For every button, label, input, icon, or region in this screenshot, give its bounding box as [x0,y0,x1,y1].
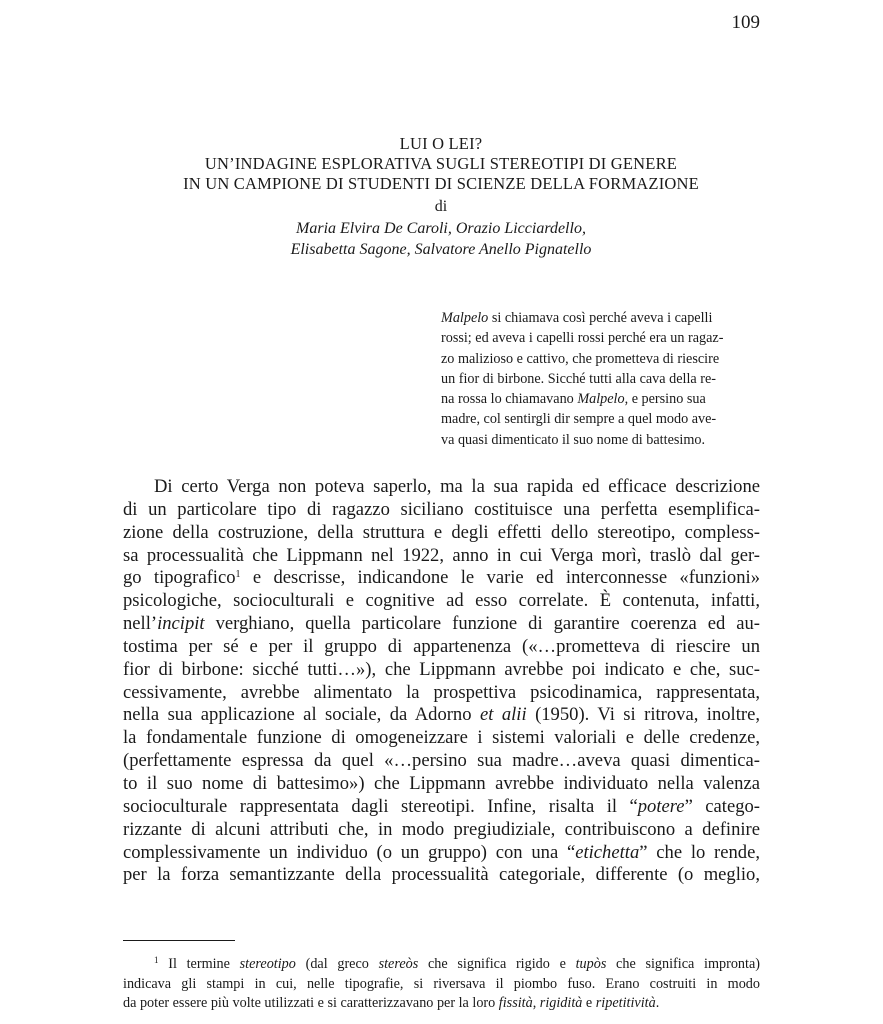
body-paragraph [123,476,760,887]
footnote-line: da poter essere più volte utilizzati e si caratterizzavano per la loro fissità, rigidità e ripetitività. [123,995,660,1011]
title-line-3: IN UN CAMPIONE DI STUDENTI DI SCIENZE DELLA FORMAZIONE [183,174,699,193]
body-line: psicologiche, socioculturali e cognitive ad esso correlate. È contenuta, infatti, [123,590,760,612]
body-line: rizzante di alcuni attributi che, in modo pregiudiziale, contribuiscono a definire [123,818,760,840]
body-line: di un particolare tipo di ragazzo siciliano costituisce una perfetta esemplifica- [123,498,760,520]
body-line: nella sua applicazione al sociale, da Adorno et alii (1950). Vi si ritrova, inoltre, [123,704,760,726]
epigraph-line: va quasi dimenticato il suo nome di battesimo. [441,431,705,448]
footnote-rule [123,940,235,941]
authors-line-1: Maria Elvira De Caroli, Orazio Licciardello, [296,220,586,237]
body-line: complessivamente un individuo (o un gruppo) con una “etichetta” che lo rende, [123,841,760,863]
body-line: to il suo nome di battesimo») che Lippmann avrebbe individuato nella valenza [123,772,760,794]
epigraph-line: un fior di birbone. Sicché tutti alla cava della re- [441,370,716,387]
epigraph-line: zo malizioso e cattivo, che prometteva di riescire [441,350,720,367]
body-line: nell’incipit verghiano, quella particolare funzione di garantire coerenza ed au- [123,613,760,635]
body-line: (perfettamente espressa da quel «…persino sua madre…aveva quasi dimentica- [123,750,760,772]
page-number: 109 [731,12,760,33]
body-line: fior di birbone: sicché tutti…»), che Lippmann avrebbe poi indicato e che, suc- [123,658,760,680]
title-line-2: UN’INDAGINE ESPLORATIVA SUGLI STEREOTIPI DI GENERE [204,154,678,173]
body-line: go tipografico$^1$ e descrisse, indicandone le varie ed interconnesse «funzioni» [123,567,760,589]
epigraph-line: rossi; ed aveva i capelli rossi perché era un ragaz- [441,330,724,347]
body-line: per la forza semantizzante della processualità categoriale, differente (o meglio, [123,864,760,886]
body-line: socioculturale rappresentata dagli stereotipi. Infine, risalta il “potere” catego- [123,795,760,817]
by-line: di [434,198,448,215]
authors-line-2: Elisabetta Sagone, Salvatore Anello Pignatello [290,241,592,258]
body-line: tostima per sé e per il gruppo di appartenenza («…prometteva di riescire un [123,635,760,657]
footnote-line: $^1$ Il termine stereotipo (dal greco stereòs che significa rigido e tupòs che significa impronta) [154,955,760,972]
epigraph-line: Malpelo si chiamava così perché aveva i capelli [441,310,713,326]
epigraph [441,308,761,450]
body-line: la fondamentale funzione di omogeneizzare i sistemi valoriali e delle credenze, [123,727,760,749]
body-line: sa processualità che Lippmann nel 1922, anno in cui Verga morì, traslò dal ger- [123,544,760,566]
body-line: cessivamente, avrebbe alimentato la prospettiva psicodinamica, rappresentata, [123,681,760,703]
footnote [123,955,760,1014]
footnote-mark: 1 [154,955,159,965]
body-line: Di certo Verga non poteva saperlo, ma la sua rapida ed efficace descrizione [154,476,760,497]
epigraph-line: madre, col sentirgli dir sempre a quel modo ave- [441,411,717,428]
title-block [100,134,782,260]
title-line-1: LUI O LEI? [399,134,483,153]
footnote-ref[interactable]: 1 [235,569,241,581]
body-line: zione della costruzione, della struttura e degli effetti dello stereotipo, compless- [123,521,760,543]
footnote-line: indicava gli stampi in cui, nelle tipografie, si riversava il piombo fuso. Erano costruiti in modo [123,975,760,992]
epigraph-line: na rossa lo chiamavano Malpelo, e persino sua [441,391,706,408]
